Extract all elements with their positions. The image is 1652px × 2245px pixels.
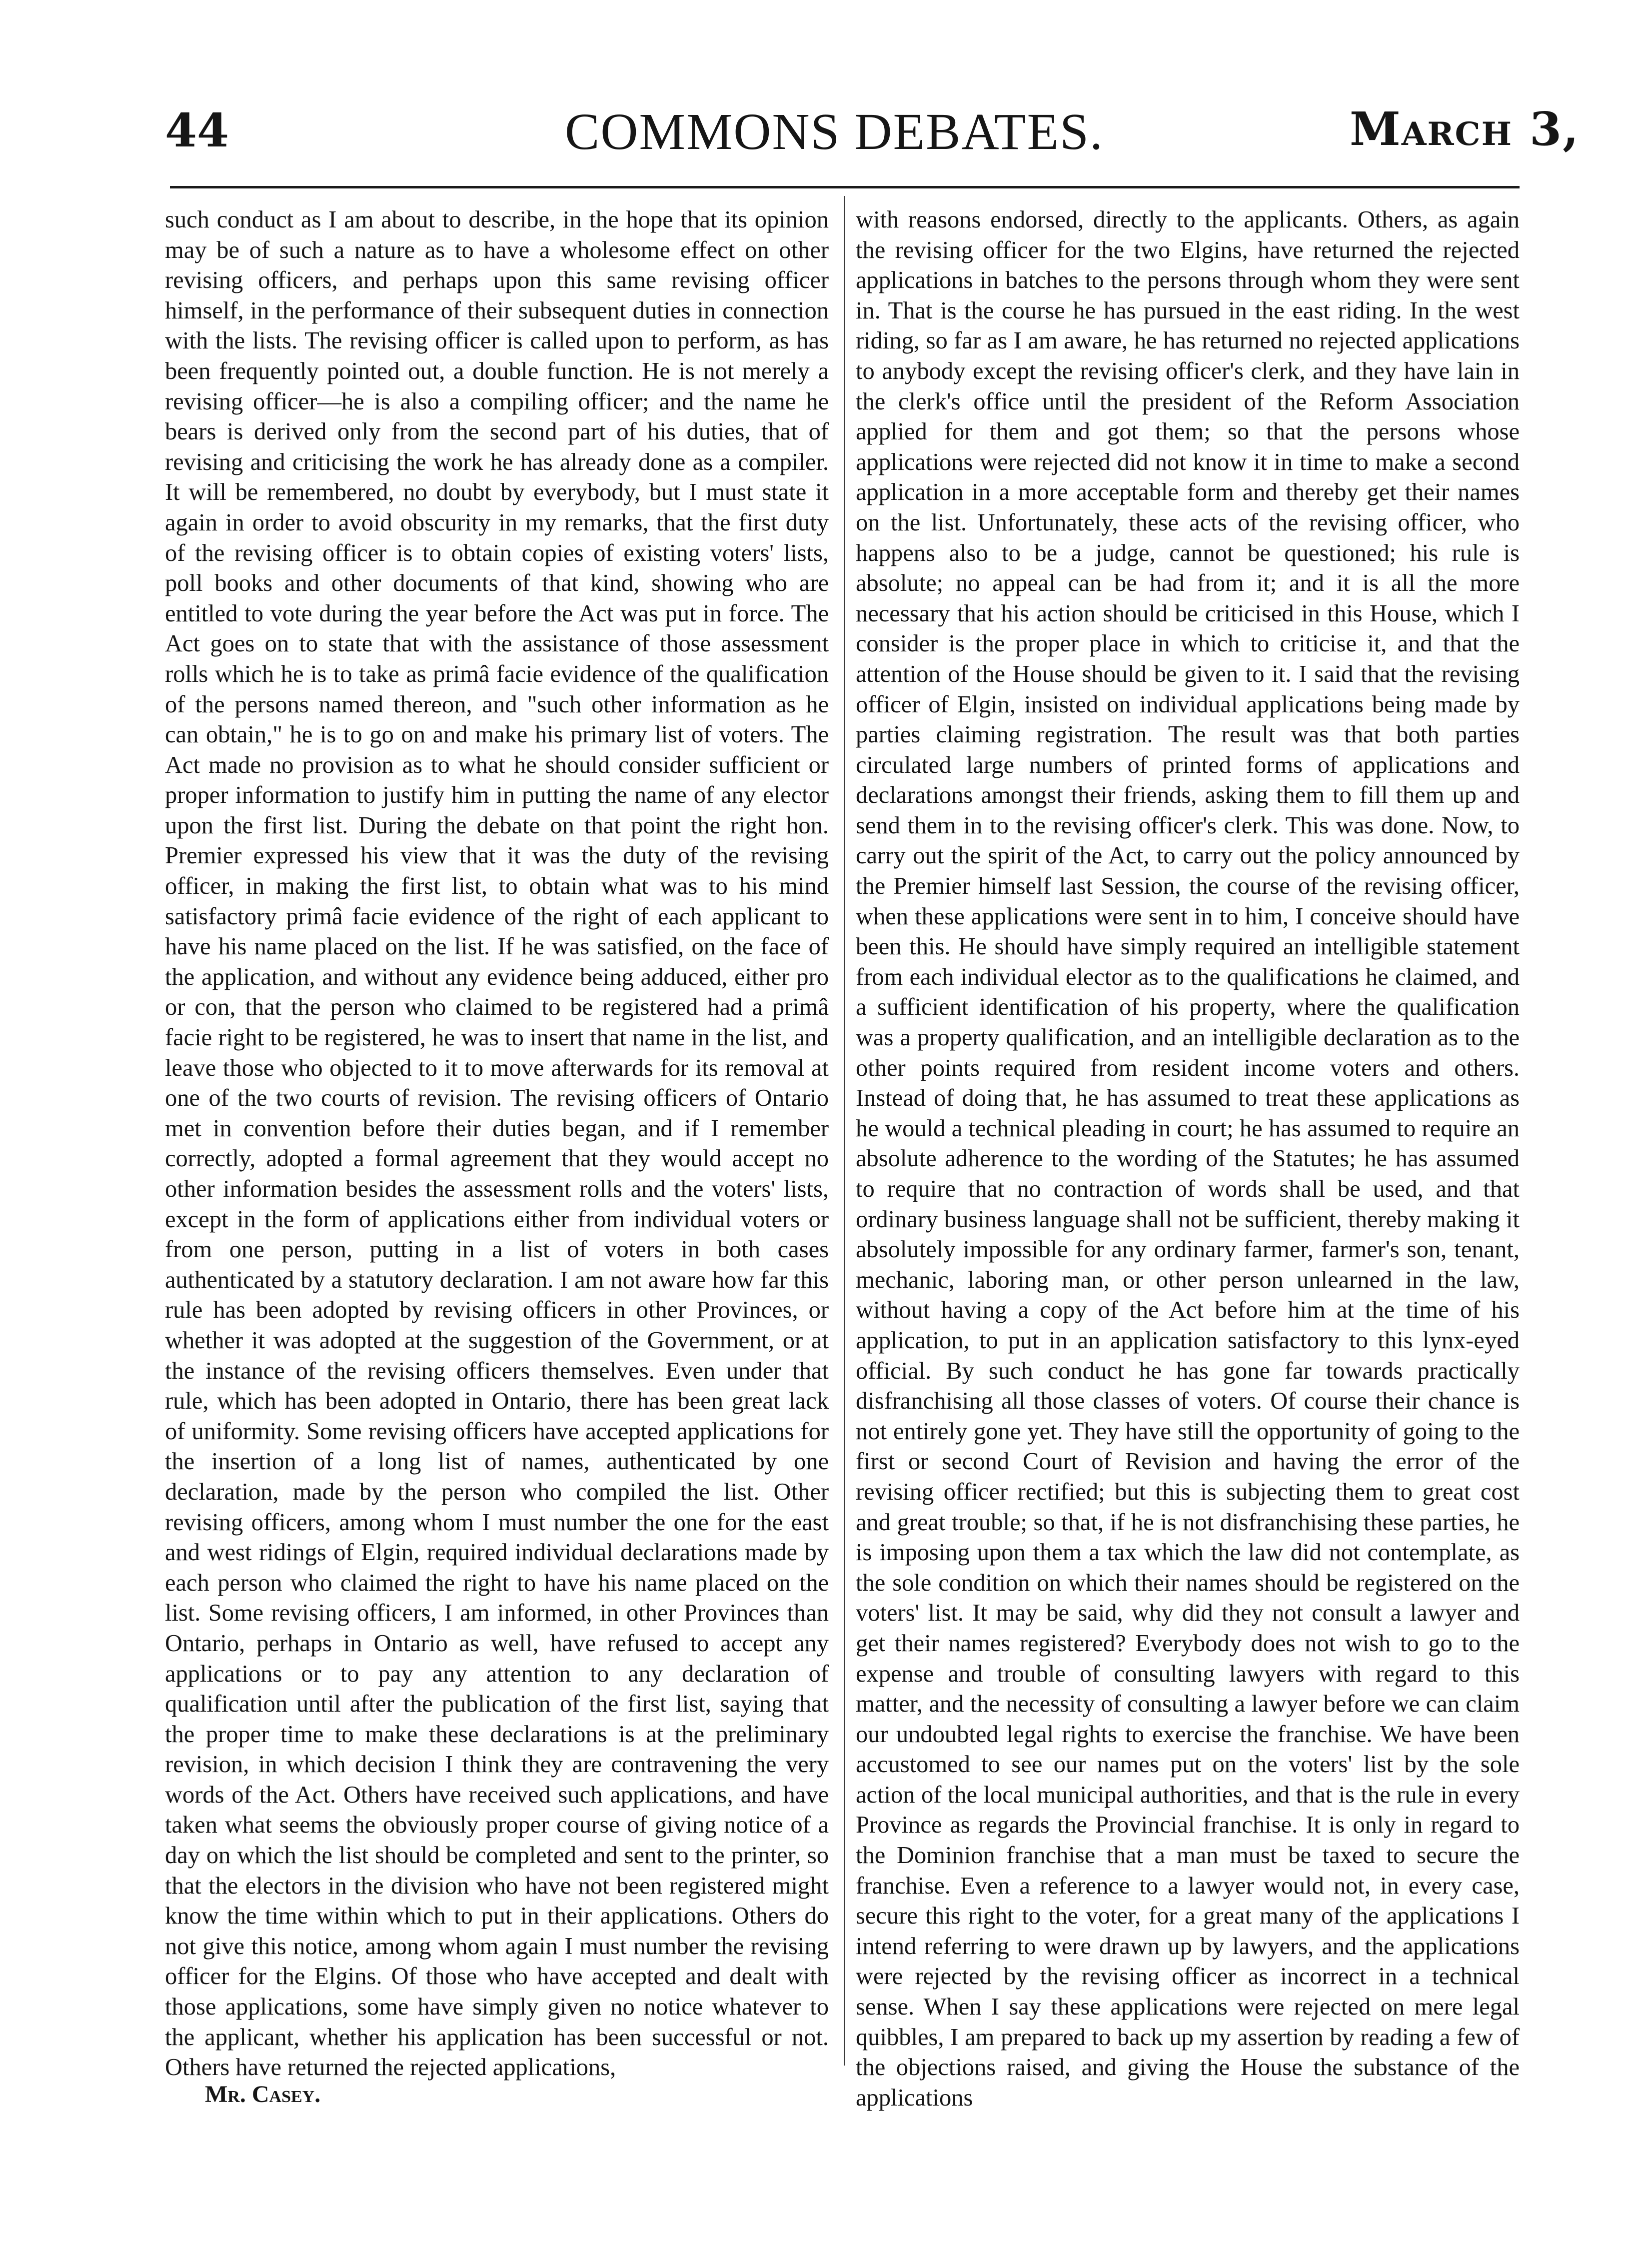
speaker-name: Mr. Casey. [205,2081,321,2108]
left-column-text: such conduct as I am about to describe, in the hope that its opinion may be of such a nature as to have a wholesome effect on other revising officers, and perhaps upon this same revising officer himself, in the performance of their subsequent duties in connection with the lists. The revising officer is called upon to perform, as has been frequently pointed out, a double function. He is not merely a revising officer—he is also a compiling officer; and the name he bears is derived only from the second part of his duties, that of revising and criticising the work he has already done as a compiler. It will be remembered, no doubt by everybody, but I must state it again in order to avoid obscurity in my remarks, that the first duty of the revising officer is to obtain copies of existing voters' lists, poll books and other documents of that kind, showing who are entitled to vote during the year before the Act was put in force. The Act goes on to state that with the assistance of those assessment rolls which he is to take as primâ facie evidence of the qualification of the persons named thereon, and "such other information as he can obtain," he is to go on and make his primary list of voters. The Act made no provision as to what he should consider sufficient or proper information to justify him in putting the name of any elector upon the first list. During the debate on that point the right hon. Premier expressed his view that it was the duty of the revising officer, in making the first list, to obtain what was to his mind satisfactory primâ facie evidence of the right of each applicant to have his name placed on the list. If he was satisfied, on the face of the application, and without any evidence being adduced, either pro or con, that the person who claimed to be registered had a primâ facie right to be registered, he was to insert that name in the list, and leave those who objected to it to move afterwards for its removal at one of the two courts of revision. The revising officers of Ontario met in convention before their duties began, and if I remember correctly, adopted a formal agreement that they would accept no other information besides the assessment rolls and the voters' lists, except in the form of applications either from individual voters or from one person, putting in a list of voters in both cases authenticated by a statutory declaration. I am not aware how far this rule has been adopted by revising officers in other Provinces, or whether it was adopted at the suggestion of the Government, or at the instance of the revising officers themselves. Even under that rule, which has been adopted in Ontario, there has been great lack of uniformity. Some revising officers have accepted applications for the insertion of a long list of names, authenticated by one declaration, made by the person who compiled the list. Other revising officers, among whom I must number the one for the east and west ridings of Elgin, required individual declarations made by each person who claimed the right to have his name placed on the list. Some revising officers, I am informed, in other Provinces than Ontario, perhaps in Ontario as well, have refused to accept any applications or to pay any attention to any declaration of qualification until after the publication of the first list, saying that the proper time to make these declarations is at the preliminary revision, in which decision I think they are contravening the very words of the Act. Others have received such applications, and have taken what seems the obviously proper course of giving notice of a day on which the list should be completed and sent to the printer, so that the electors in the division who have not been registered might know the time within which to put in their applications. Others do not give this notice, among whom again I must number the revising officer for the Elgins. Of those who have accepted and dealt with those applications, some have simply given no notice whatever to the applicant, whether his application has been successful or not. Others have returned the rejected applications, [165,206,829,2081]
page-number: 44 [165,103,229,157]
running-title: COMMONS DEBATES. [565,103,1104,160]
column-divider [844,196,845,2066]
speaker-attribution [205,2083,320,2107]
header-rule [170,186,1520,188]
right-column-text: with reasons endorsed, directly to the applicants. Others, as again the revising officer for the two Elgins, have returned the rejected applications in batches to the persons through whom they were sent in. That is the course he has pursued in the east riding. In the west riding, so far as I am aware, he has returned no rejected applications to anybody except the revising officer's clerk, and they have lain in the clerk's office until the president of the Reform Association applied for them and got them; so that the persons whose applications were rejected did not know it in time to make a second application in a more acceptable form and thereby get their names on the list. Unfortunately, these acts of the revising officer, who happens also to be a judge, cannot be questioned; his rule is absolute; no appeal can be had from it; and it is all the more necessary that his action should be criticised in this House, which I consider is the proper place in which to criticise it, and that the attention of the House should be given to it. I said that the revising officer of Elgin, insisted on individual applications being made by parties claiming registration. The result was that both parties circulated large numbers of printed forms of applications and declarations amongst their friends, asking them to fill them up and send them in to the revising officer's clerk. This was done. Now, to carry out the spirit of the Act, to carry out the policy announced by the Premier himself last Session, the course of the revising officer, when these applications were sent in to him, I conceive should have been this. He should have simply required an intelligible statement from each individual elector as to the qualifications he claimed, and a sufficient identification of his property, where the qualification was a property qualification, and an intelligible declaration as to the other points required from resident income voters and others. Instead of doing that, he has assumed to treat these applications as he would a technical pleading in court; he has assumed to require an absolute adherence to the wording of the Statutes; he has assumed to require that no contraction of words shall be used, and that ordinary business language shall not be sufficient, thereby making it absolutely impossible for any ordinary farmer, farmer's son, tenant, mechanic, laboring man, or other person unlearned in the law, without having a copy of the Act before him at the time of his application, to put in an application satisfactory to this lynx-eyed official. By such conduct he has gone far towards practically disfranchising all those classes of voters. Of course their chance is not entirely gone yet. They have still the opportunity of going to the first or second Court of Revision and having the error of the revising officer rectified; but this is subjecting them to great cost and great trouble; so that, if he is not disfranchising these parties, he is imposing upon them a tax which the law did not contemplate, as the sole condition on which their names should be registered on the voters' list. It may be said, why did they not consult a lawyer and get their names registered? Everybody does not wish to go to the expense and trouble of consulting lawyers with regard to this matter, and the necessity of consulting a lawyer before we can claim our undoubted legal rights to exercise the franchise. We have been accustomed to see our names put on the voters' list by the sole action of the local municipal authorities, and that is the rule in every Province as regards the Provincial franchise. It is only in regard to the Dominion franchise that a man must be taxed to secure the franchise. Even a reference to a lawyer would not, in every case, secure this right to the voter, for a great many of the applications I intend referring to were drawn up by lawyers, and the applications were rejected by the revising officer as incorrect in a technical sense. When I say these applications were rejected on mere legal quibbles, I am prepared to back up my assertion by reading a few of the objections raised, and giving the House the substance of the applications [856,206,1520,2111]
right-column [856,205,1520,2113]
running-date: March 3, [1350,102,1580,156]
left-column [165,205,829,2083]
